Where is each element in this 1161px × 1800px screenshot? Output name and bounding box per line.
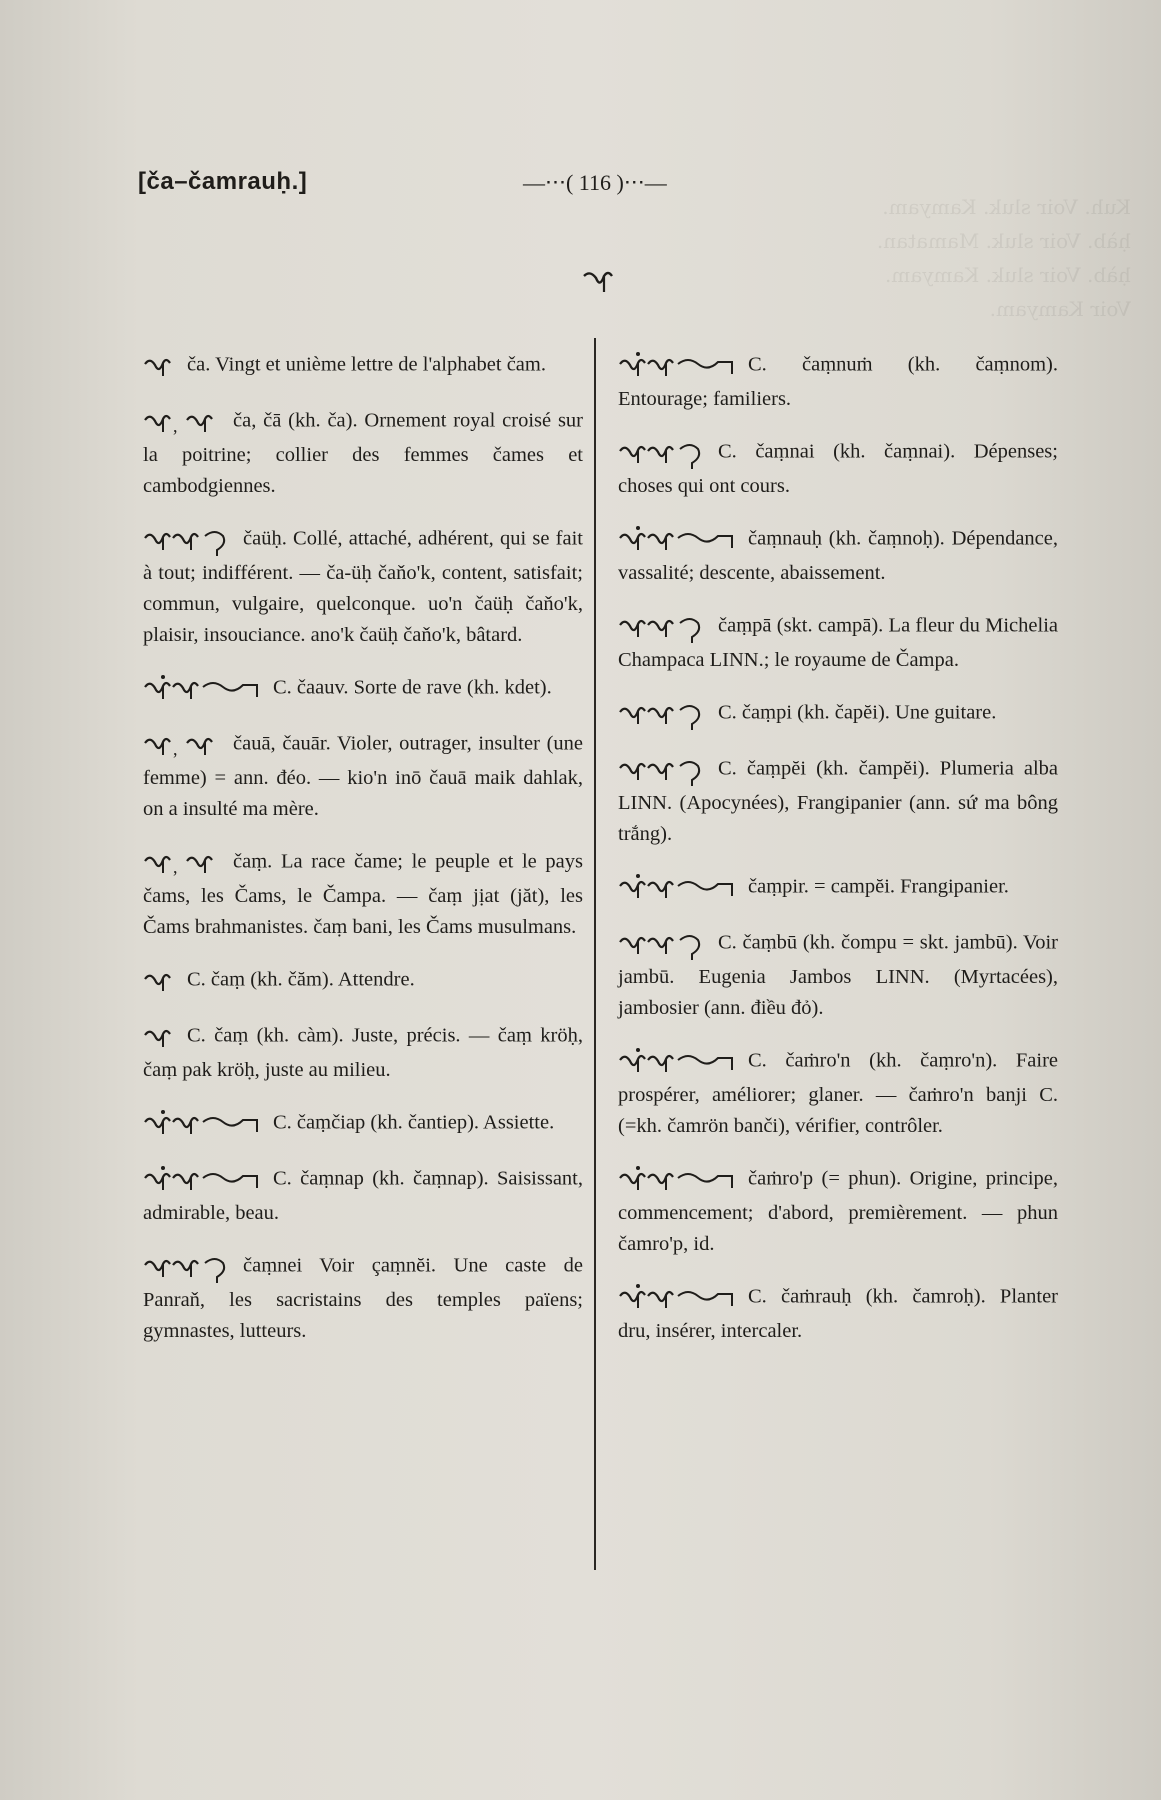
svg-text:,: ,: [173, 416, 178, 436]
dictionary-entry: [143, 404, 583, 502]
dictionary-entry: [618, 1280, 1058, 1347]
dictionary-entry: [143, 671, 583, 707]
dictionary-entry: [143, 727, 583, 825]
dictionary-entry: [618, 609, 1058, 676]
entry-text: C. čaṃnap (kh. čaṃnap). Saisissant, admirable, beau.: [143, 1167, 583, 1224]
cham-script-icon: [618, 522, 738, 558]
entry-text: C. čaṃ (kh. càm). Juste, précis. — čaṃ kröḥ, čaṃ pak kröḥ, juste au milieu.: [143, 1024, 583, 1081]
dictionary-entry: [618, 522, 1058, 589]
cham-script-icon: [143, 1249, 233, 1285]
entry-text: čaṁro'p (= phun). Origine, principe, commencement; d'abord, premièrement. — phun čamro'p, id.: [618, 1167, 1058, 1255]
cham-script-icon: [618, 870, 738, 906]
entry-text: C. čaṁrauḥ (kh. čamroḥ). Planter dru, insérer, intercaler.: [618, 1285, 1058, 1342]
cham-script-icon: [143, 671, 263, 707]
entry-text: C. čaṃnuṁ (kh. čaṃnom). Entourage; familiers.: [618, 353, 1058, 410]
dictionary-entry: [143, 522, 583, 651]
cham-script-icon: [143, 963, 177, 999]
dictionary-entry: [143, 348, 583, 384]
column-divider: [594, 338, 596, 1570]
cham-script-icon: [618, 609, 708, 645]
dictionary-entry: [618, 348, 1058, 415]
entry-text: C. čaauv. Sorte de rave (kh. kdet).: [273, 676, 552, 699]
dictionary-entry: [618, 435, 1058, 502]
cham-script-icon: [618, 348, 738, 384]
entry-text: čaṃnei Voir çaṃnĕi. Une caste de Panraň, les sacristains des temples païens; gymnastes, lutteurs.: [143, 1254, 583, 1342]
entry-text: čaṃpir. = campĕi. Frangipanier.: [748, 875, 1009, 898]
dictionary-entry: [618, 926, 1058, 1024]
cham-script-icon: [143, 1019, 177, 1055]
entry-text: ča. Vingt et unième lettre de l'alphabet čam.: [187, 353, 546, 376]
dictionary-entry: [143, 1162, 583, 1229]
entry-text: čaṃ. La race čame; le peuple et le pays čams, les Čams, le Čampa. — čaṃ jịat (jăt), les Čams brahmanistes. čaṃ bani, les Čams musulmans.: [143, 850, 583, 938]
entry-text: čaṃnauḥ (kh. čaṃnoḥ). Dépendance, vassalité; descente, abaissement.: [618, 527, 1058, 584]
cham-script-icon: [143, 727, 223, 763]
entry-text: C. čaṃnai (kh. čaṃnai). Dépenses; choses qui ont cours.: [618, 440, 1058, 497]
right-column: [618, 348, 1058, 1367]
entry-text: čaṃpā (skt. campā). La fleur du Michelia Champaca LINN.; le royaume de Čampa.: [618, 614, 1058, 671]
cham-script-icon: [618, 752, 708, 788]
dictionary-entry: [143, 1249, 583, 1347]
page-header: [138, 168, 1058, 208]
cham-script-icon: [143, 1106, 263, 1142]
left-column: [143, 348, 583, 1367]
entry-text: čauā, čauār. Violer, outrager, insulter (une femme) = ann. đéo. — kio'n inō čauā maik dahlak, on a insulté ma mère.: [143, 732, 583, 820]
entry-text: C. čaṃpi (kh. čapĕi). Une guitare.: [718, 701, 997, 724]
cham-script-icon: [618, 1044, 738, 1080]
svg-text:,: ,: [173, 857, 178, 877]
running-title: [ča–čamrauḥ.]: [138, 168, 308, 195]
section-letter-glyph: [578, 262, 618, 302]
cham-script-icon: [618, 926, 708, 962]
entry-text: C. čaṃbū (kh. čompu = skt. jambū). Voir jambū. Eugenia Jambos LINN. (Myrtacées), jambosier (ann. điều đỏ).: [618, 931, 1058, 1019]
entry-text: C. čaṃčiap (kh. čantiep). Assiette.: [273, 1111, 555, 1134]
cham-script-icon: [143, 1162, 263, 1198]
svg-text:,: ,: [173, 739, 178, 759]
bleed-through-text: Kuh. Voir sluk. Kamyam. ḥàb. Voir sluk. Mamatan. ḥàb. Voir sluk. Kamyam. Voir Kamyam.: [876, 195, 1131, 321]
cham-script-icon: [143, 845, 223, 881]
dictionary-entry: [618, 1162, 1058, 1260]
entry-text: C. čaṃ (kh. čăm). Attendre.: [187, 968, 415, 991]
cham-script-icon: [143, 522, 233, 558]
cham-letter-ca-icon: [578, 262, 618, 302]
dictionary-entry: [618, 870, 1058, 906]
entry-text: C. čaṁro'n (kh. čaṃro'n). Faire prospérer, améliorer; glaner. — čaṁro'n banji C. (=kh. čamrön banči), vérifier, contrôler.: [618, 1049, 1058, 1137]
cham-script-icon: [618, 696, 708, 732]
dictionary-entry: [143, 1106, 583, 1142]
cham-script-icon: [618, 1162, 738, 1198]
page-number: —⋅⋅⋅( 116 )⋅⋅⋅—: [523, 170, 667, 195]
cham-script-icon: [143, 348, 177, 384]
dictionary-entry: [618, 752, 1058, 850]
dictionary-entry: [143, 845, 583, 943]
entry-text: ča, čā (kh. ča). Ornement royal croisé sur la poitrine; collier des femmes čames et cambodgiennes.: [143, 409, 583, 497]
dictionary-entry: [143, 1019, 583, 1086]
cham-script-icon: [618, 1280, 738, 1316]
entry-text: C. čaṃpĕi (kh. čampĕi). Plumeria alba LINN. (Apocynées), Frangipanier (ann. sứ ma bông trắng).: [618, 757, 1058, 845]
dictionary-entry: [143, 963, 583, 999]
entry-text: čaüḥ. Collé, attaché, adhérent, qui se fait à tout; indifférent. — ča-üḥ čaňo'k, content, satisfait; commun, vulgaire, quelconque. uo'n čaüḥ čaňo'k, plaisir, insouciance. ano'k čaüḥ čaňo'k, bâtard.: [143, 527, 583, 646]
dictionary-entry: [618, 1044, 1058, 1142]
dictionary-entry: [618, 696, 1058, 732]
cham-script-icon: [143, 404, 223, 440]
cham-script-icon: [618, 435, 708, 471]
